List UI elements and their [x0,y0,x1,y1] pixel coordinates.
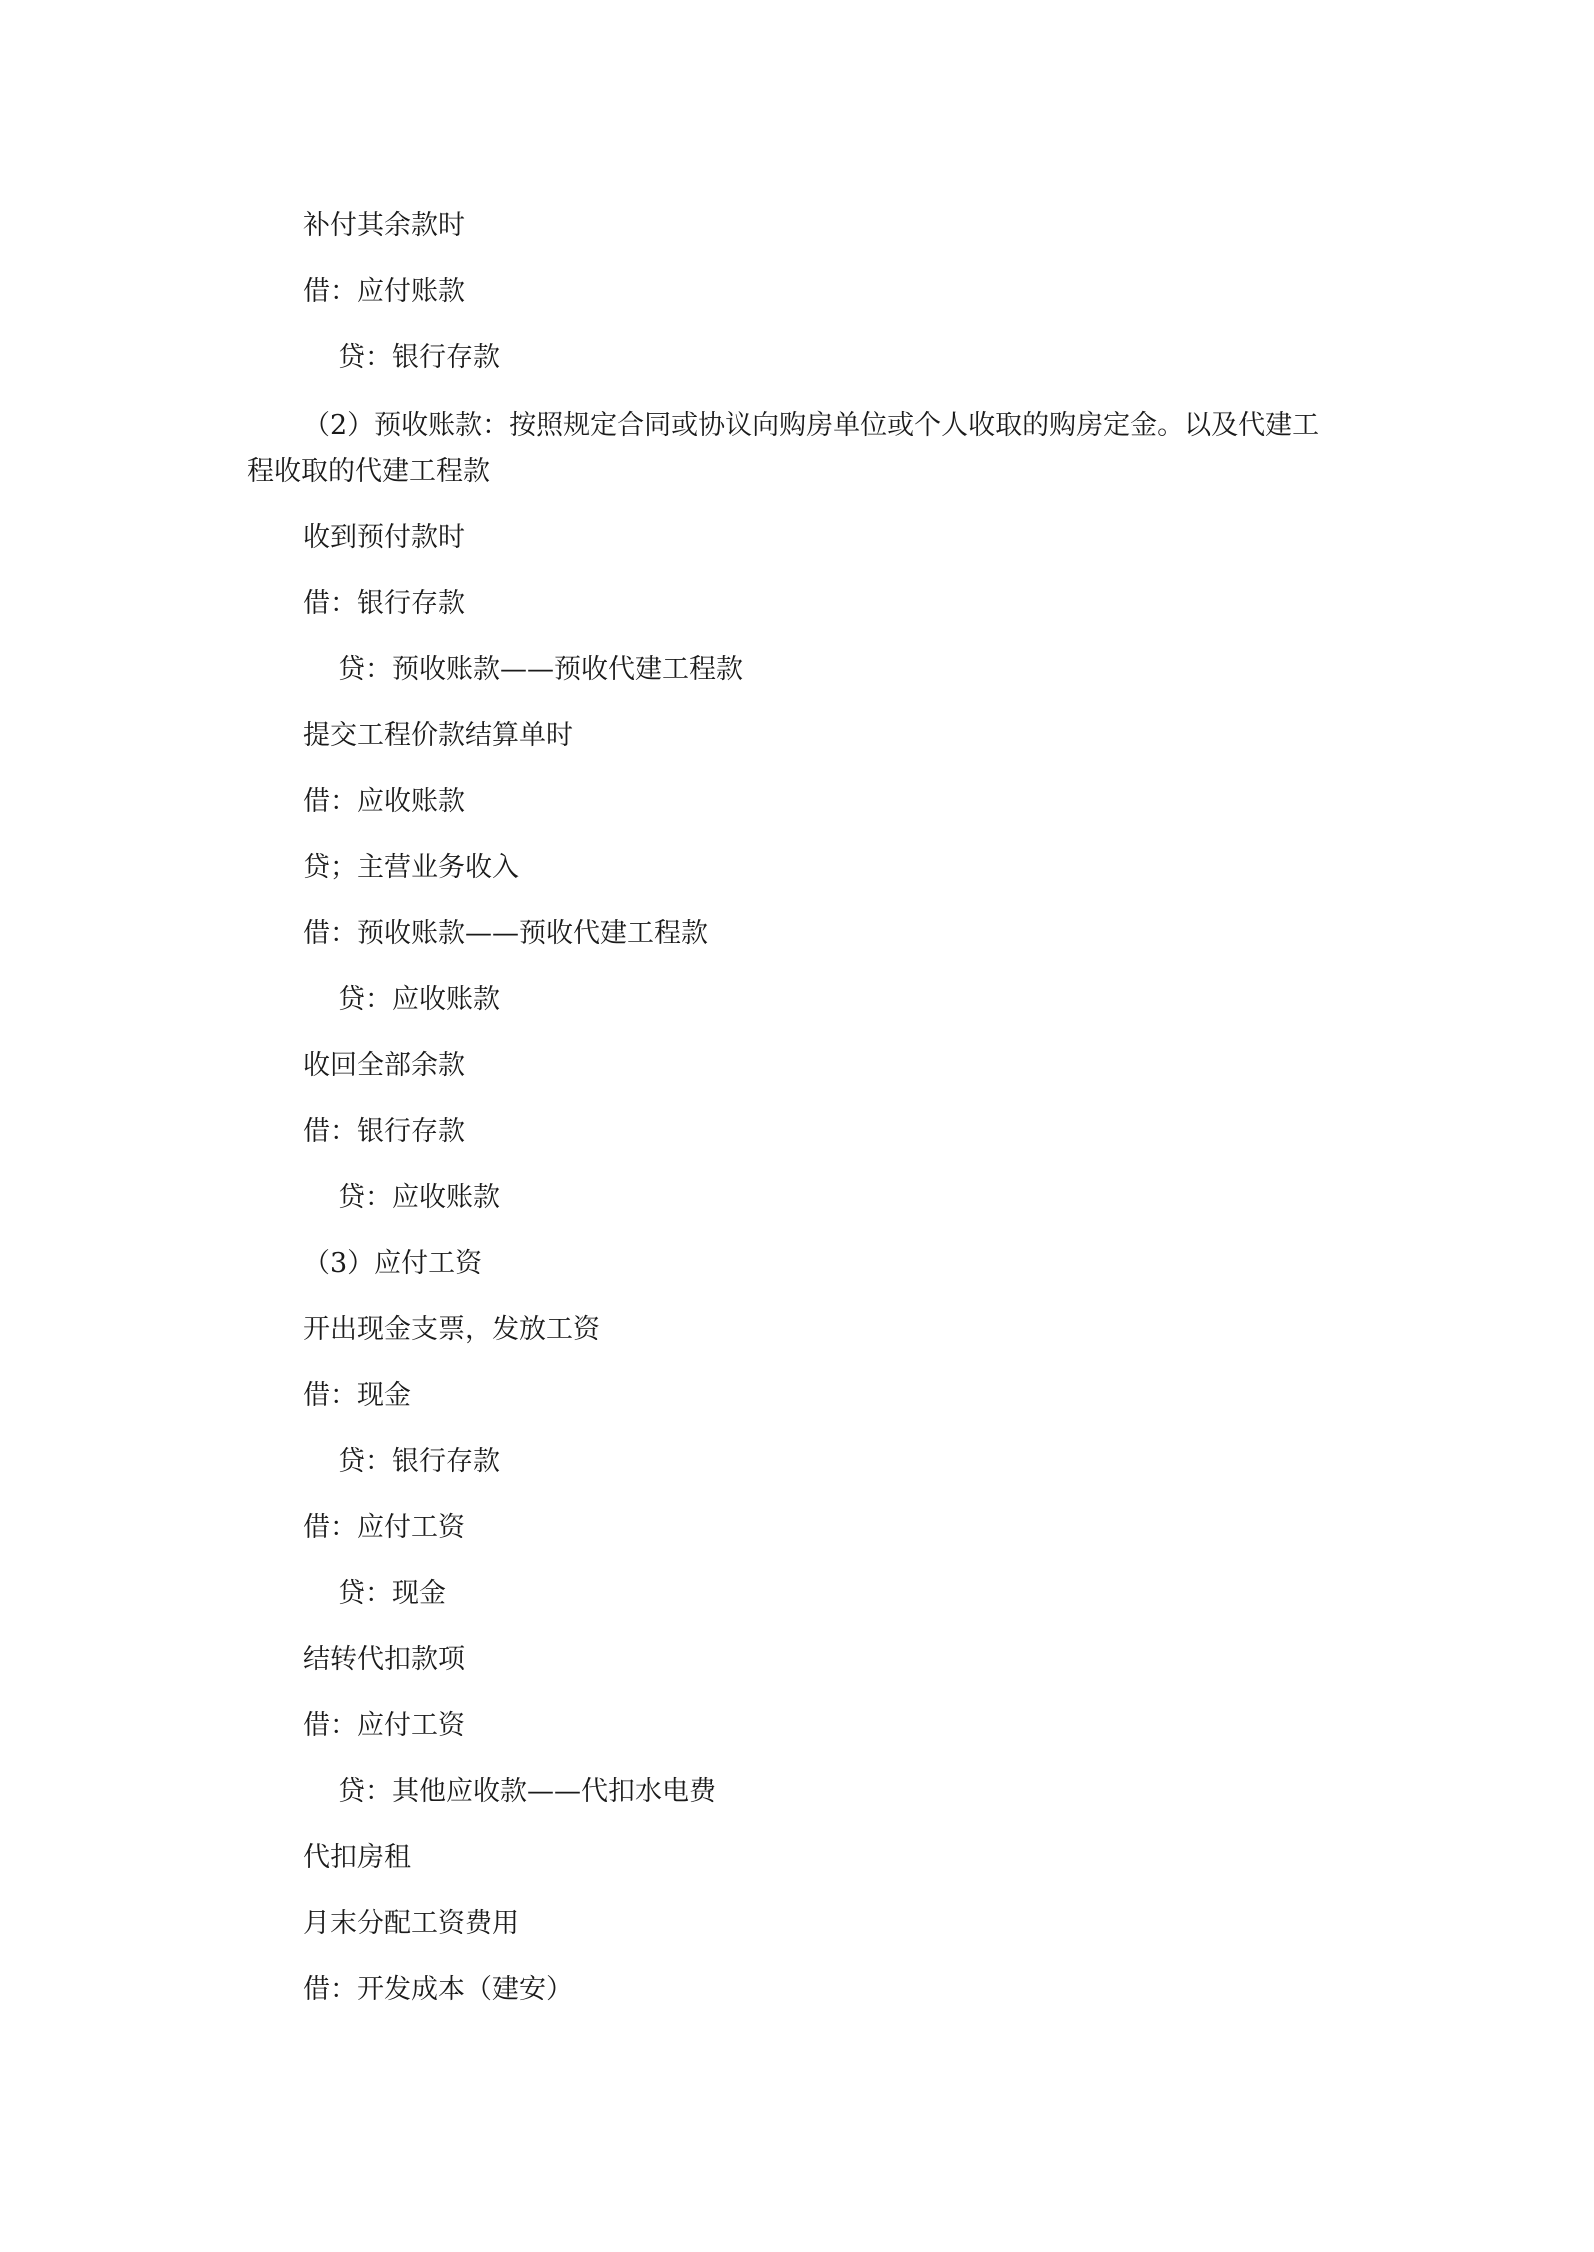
text-line: 借：应收账款 [303,786,465,817]
text-line: 借：应付工资 [303,1512,465,1543]
text-line: 贷：现金 [338,1578,446,1609]
text-line: 贷；主营业务收入 [303,852,519,883]
text-line: 收回全部余款 [303,1050,465,1081]
text-line: 补付其余款时 [303,210,465,241]
text-line: 借：预收账款——预收代建工程款 [303,918,708,949]
text-line: 贷：应收账款 [338,1182,500,1213]
text-line: 程收取的代建工程款 [247,456,490,487]
text-line: 贷：其他应收款——代扣水电费 [338,1776,716,1807]
text-line: 贷：银行存款 [338,1446,500,1477]
text-line: （2）预收账款：按照规定合同或协议向购房单位或个人收取的购房定金。以及代建工 [303,410,1320,441]
text-line: 贷：银行存款 [338,342,500,373]
text-line: 开出现金支票，发放工资 [303,1314,600,1345]
text-line: 借：银行存款 [303,588,465,619]
text-line: 借：开发成本（建安） [303,1974,573,2005]
text-line: 借：应付工资 [303,1710,465,1741]
text-line: 借：银行存款 [303,1116,465,1147]
text-line: 代扣房租 [303,1842,411,1873]
text-line: （3）应付工资 [303,1248,483,1279]
text-line: 收到预付款时 [303,522,465,553]
text-line: 借：现金 [303,1380,411,1411]
text-line: 贷：预收账款——预收代建工程款 [338,654,743,685]
text-line: 提交工程价款结算单时 [303,720,573,751]
text-line: 贷：应收账款 [338,984,500,1015]
text-line: 月末分配工资费用 [303,1908,519,1939]
text-line: 借：应付账款 [303,276,465,307]
text-line: 结转代扣款项 [303,1644,465,1675]
